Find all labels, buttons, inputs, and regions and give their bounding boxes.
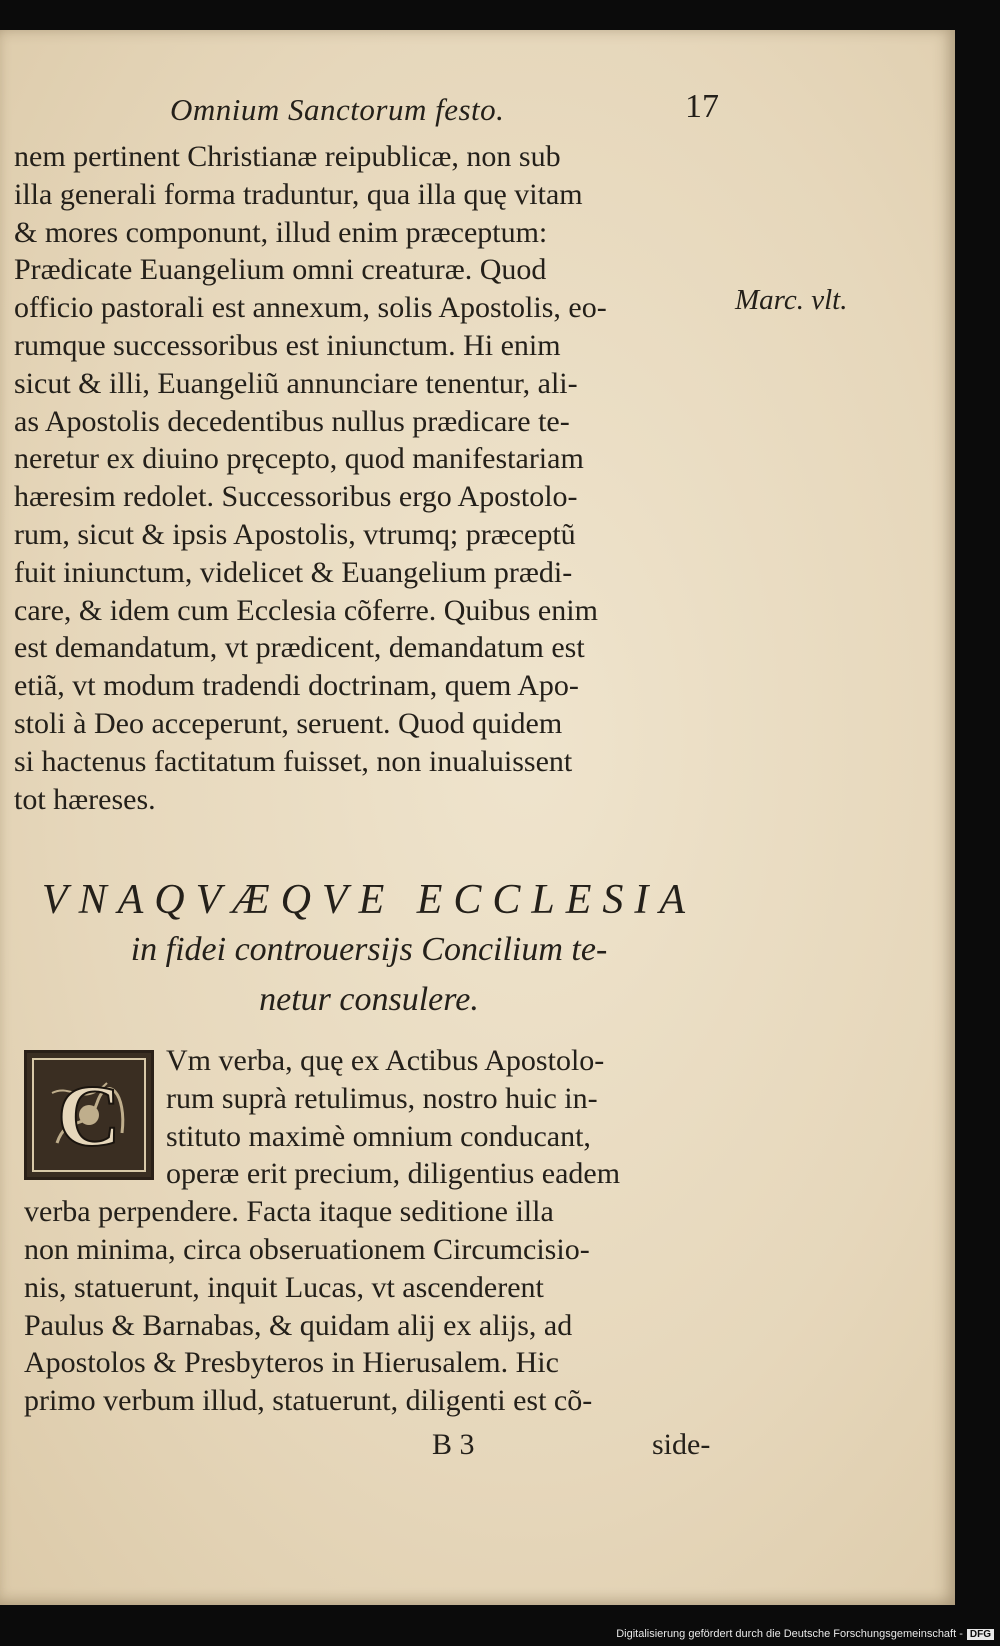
text-line: sicut & illi, Euangeliũ annunciare tenentur, ali-: [14, 366, 578, 400]
signature-mark: B 3: [432, 1428, 475, 1461]
heading-line-1: VNAQVÆQVE ECCLESIA: [41, 877, 697, 923]
text-line: officio pastorali est annexum, solis Apostolis, eo-: [14, 291, 607, 325]
text-line: nem pertinent Christianæ reipublicæ, non sub: [14, 140, 561, 173]
text-line: nis, statuerunt, inquit Lucas, vt ascenderent: [24, 1270, 544, 1304]
footer-credit: [616, 1628, 994, 1640]
paragraph: [24, 1042, 724, 1420]
heading-line-3: netur consulere.: [259, 981, 479, 1018]
text-line: Prædicate Euangelium omni creaturæ. Quod: [14, 253, 547, 287]
text-line: care, & idem cum Ecclesia cõferre. Quibus enim: [14, 593, 598, 627]
footer-text: Digitalisierung gefördert durch die Deutsche Forschungsgemeinschaft -: [616, 1628, 963, 1640]
text-line: Paulus & Barnabas, & quidam alij ex alijs, ad: [24, 1308, 573, 1342]
section-heading: [14, 875, 724, 1025]
initial-letter: C: [57, 1068, 121, 1165]
text-line: fuit iniunctum, videlicet & Euangelium prædi-: [14, 555, 573, 589]
running-head: Omnium Sanctorum festo.: [170, 92, 505, 127]
text-line: & mores componunt, illud enim præceptum:: [14, 215, 548, 249]
text-line: primo verbum illud, statuerunt, diligenti est cõ-: [24, 1384, 593, 1418]
text-line: stituto maximè omnium conducant,: [166, 1119, 591, 1153]
text-line: tot hæreses.: [14, 782, 156, 816]
text-line: rum suprà retulimus, nostro huic in-: [166, 1081, 598, 1115]
page-number: 17: [685, 88, 719, 125]
text-line: illa generali forma traduntur, qua illa quę vitam: [14, 177, 583, 211]
dfg-logo: DFG: [967, 1629, 994, 1640]
text-line: est demandatum, vt prædicent, demandatum est: [14, 631, 585, 665]
heading-line-2: in fidei controuersijs Concilium te-: [130, 931, 608, 968]
margin-note: Marc. vlt.: [735, 284, 848, 316]
text-line: as Apostolis decedentibus nullus prædicare te-: [14, 404, 570, 438]
book-page: [0, 30, 955, 1605]
text-line: etiã, vt modum tradendi doctrinam, quem Apo-: [14, 669, 579, 703]
text-line: verba perpendere. Facta itaque seditione illa: [24, 1195, 554, 1229]
text-line: rumque successoribus est iniunctum. Hi enim: [14, 328, 561, 362]
text-line: hæresim redolet. Successoribus ergo Apostolo-: [14, 480, 578, 514]
catchword: side-: [652, 1428, 711, 1461]
text-line: Apostolos & Presbyteros in Hierusalem. Hic: [24, 1346, 559, 1380]
body-text: [14, 138, 724, 818]
text-line: si hactenus factitatum fuisset, non inualuissent: [14, 744, 573, 778]
text-line: neretur ex diuino pręcepto, quod manifestariam: [14, 442, 584, 476]
text-line: operæ erit precium, diligentius eadem: [166, 1157, 621, 1191]
text-line: non minima, circa obseruationem Circumcisio-: [24, 1232, 590, 1266]
text-line: rum, sicut & ipsis Apostolis, vtrumq; præceptũ: [14, 517, 576, 551]
text-line: stoli à Deo acceperunt, seruent. Quod quidem: [14, 706, 563, 740]
text-line: Vm verba, quę ex Actibus Apostolo-: [166, 1044, 605, 1077]
